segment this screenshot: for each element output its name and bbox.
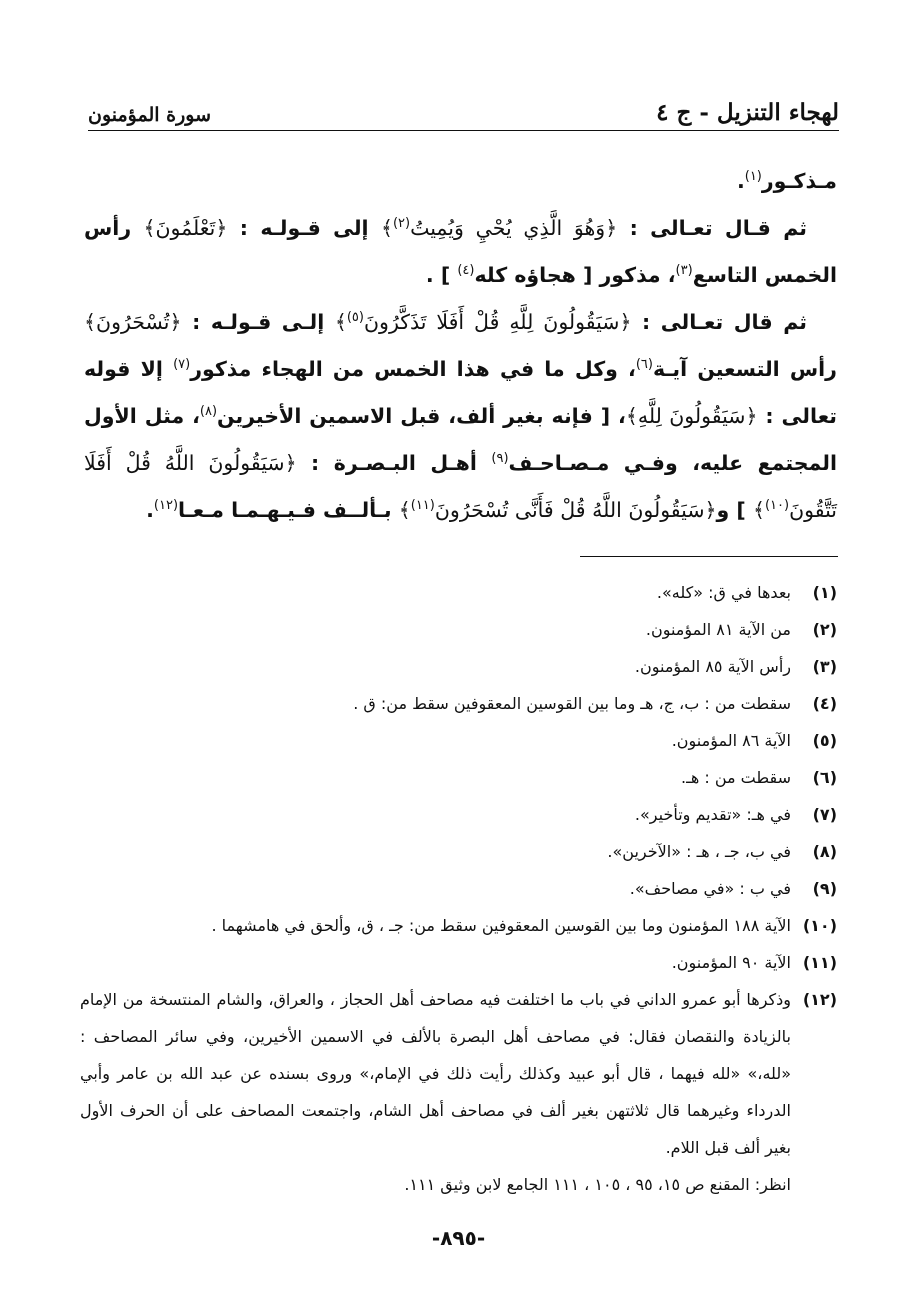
footnote-text: من الآية ٨١ المؤمنون.	[645, 620, 791, 639]
footnote-item	[80, 796, 837, 833]
surah-name: سورة المؤمنون	[88, 104, 212, 126]
page-number: -٨٩٥-	[431, 1226, 486, 1250]
footnote-text: الآية ٩٠ المؤمنون.	[671, 953, 791, 972]
footnote-ref: (٨)	[199, 404, 218, 420]
footnote-text: سقطت من : ب، ج، هـ وما بين القوسين المعقوفين سقط من: ق .	[353, 694, 791, 713]
footnote-number: (٦)	[812, 768, 837, 787]
paragraph-1: مـذكـور$^{(١)}$.	[736, 169, 837, 193]
footnote-item	[80, 981, 837, 1166]
paragraph-2: ثم قـال تعـالى : ﴿وَهُوَ الَّذِي يُحْيِ وَيُمِيتُ$^{(٢)}$﴾ إلى قـولـه : ﴿تَعْلَمُونَ﴾ رأس الخمس التاسع$^{(٣)}$، مذكور [ هجاؤه كله$^{(٤)}$ ] .	[84, 216, 837, 287]
footnote-number: (٩)	[812, 879, 837, 898]
footnote-number: (٤)	[812, 694, 837, 713]
ornate-bracket-open: ﴿	[605, 216, 618, 240]
quran-quote: سَيَقُولُونَ لِلَّهِ قُلْ أَفَلَا تَذَكَّرُونَ	[363, 310, 620, 334]
footnote-text: بعدها في ق: «كله».	[656, 583, 791, 602]
footnote-ref: (٩)	[491, 451, 509, 467]
ornate-bracket-close: ﴾	[398, 498, 411, 522]
footnote-item	[80, 833, 837, 870]
ornate-bracket-open: ﴿	[169, 310, 182, 334]
footnote-number: (١)	[812, 583, 837, 602]
footnote-item	[80, 870, 837, 907]
footnote-ref: (١٢)	[153, 498, 179, 514]
footnote-number	[791, 1166, 837, 1203]
footnote-number: (١٢)	[802, 990, 837, 1009]
footnotes	[80, 574, 837, 1203]
footnote-ref: (١٠)	[764, 498, 790, 514]
quran-quote: تَعْلَمُونَ	[155, 216, 216, 240]
footnote-number: (٥)	[812, 731, 837, 750]
ornate-bracket-open: ﴿	[704, 498, 717, 522]
ornate-bracket-open: ﴿	[215, 216, 228, 240]
main-text	[84, 158, 837, 534]
footnote-number: (٣)	[812, 657, 837, 676]
footnote-ref: (١)	[744, 169, 762, 185]
footnote-number: (٧)	[812, 805, 837, 824]
quran-quote: تُسْحَرُونَ	[96, 310, 170, 334]
footnote-item	[80, 574, 837, 611]
footnote-ref: (١١)	[410, 498, 435, 514]
ornate-bracket-close: ﴾	[143, 216, 156, 240]
footnote-number: (٨)	[812, 842, 837, 861]
footnote-item	[80, 944, 837, 981]
footnote-text: رأس الآية ٨٥ المؤمنون.	[634, 657, 791, 676]
footnote-ref: (٤)	[457, 263, 475, 279]
footnote-ref: (٣)	[675, 263, 693, 279]
footnote-item	[80, 648, 837, 685]
footnote-number: (١١)	[802, 953, 837, 972]
quran-quote: سَيَقُولُونَ اللَّهُ قُلْ أَفَلَا تَتَّقُونَ	[84, 451, 837, 522]
quran-quote: سَيَقُولُونَ لِلَّهِ	[637, 404, 746, 428]
ornate-bracket-close: ﴾	[84, 310, 97, 334]
ornate-bracket-close: ﴾	[752, 498, 765, 522]
footnote-item	[80, 759, 837, 796]
footnote-text: في هـ: «تقديم وتأخير».	[634, 805, 791, 824]
ornate-bracket-close: ﴾	[380, 216, 393, 240]
quran-quote: وَهُوَ الَّذِي يُحْيِ وَيُمِيتُ	[410, 216, 606, 240]
footnote-item	[80, 685, 837, 722]
footnote-number: (٢)	[812, 620, 837, 639]
footnote-item	[80, 611, 837, 648]
footnote-divider	[580, 556, 838, 557]
footnote-text: وذكرها أبو عمرو الداني في باب ما اختلفت فيه مصاحف أهل الحجاز ، والعراق، والشام المنتسخة من الإمام بالزيادة والنقصان فقال: في مصاحف أهل البصرة بالألف في الاسمين الأخيرين، وفي سائر المصاحف : «لله،» «لله فيهما ، قال أبو عبيد وكذلك رأيت ذلك في الإمام،» وروى بسنده عن عبد الله بن عامر وأبي الدرداء وغيرهما قال ثلاثتهن بغير ألف في مصاحف أهل الشام، واجتمعت المصاحف على أن الحرف الأول بغير ألف قبل اللام.	[80, 990, 791, 1157]
footnote-item	[80, 1166, 837, 1203]
footnote-item	[80, 722, 837, 759]
footnote-ref: (٦)	[635, 357, 653, 373]
footnote-text: في ب، جـ ، هـ : «الآخرين».	[607, 842, 791, 861]
footnote-text: انظر: المقنع ص ١٥، ٩٥ ، ١٠٥ ، ١١١ الجامع لابن وثيق ١١١.	[404, 1175, 791, 1194]
footnote-ref: (٥)	[346, 310, 364, 326]
footnote-text: سقطت من : هـ.	[681, 768, 791, 787]
ornate-bracket-close: ﴾	[625, 404, 638, 428]
paragraph-3: ثم قال تعـالى : ﴿سَيَقُولُونَ لِلَّهِ قُلْ أَفَلَا تَذَكَّرُونَ$^{(٥)}$﴾ إلـى قـولـه : ﴿تُسْحَرُونَ﴾ رأس التسعين آيـة$^{(٦)}$، وكل ما في هذا الخمس من الهجاء مذكور$^{(٧)}$ إلا قوله تعالى : ﴿سَيَقُولُونَ لِلَّهِ﴾، [ فإنه بغير ألف، قبل الاسمين الأخيرين$^{(٨)}$، مثل الأول المجتمع عليه، وفـي مـصـاحـف$^{(٩)}$ أهـل البـصـرة : ﴿سَيَقُولُونَ اللَّهُ قُلْ أَفَلَا تَتَّقُونَ$^{(١٠)}$﴾ ] و﴿سَيَقُولُونَ اللَّهُ قُلْ فَأَنَّى تُسْحَرُونَ$^{(١١)}$﴾ بـألــف فـيـهـمـا مـعـا$^{(١٢)}$.	[84, 310, 837, 522]
ornate-bracket-open: ﴿	[619, 310, 632, 334]
footnote-text: الآية ٨٦ المؤمنون.	[671, 731, 791, 750]
quran-quote: سَيَقُولُونَ اللَّهُ قُلْ فَأَنَّى تُسْحَرُونَ	[434, 498, 705, 522]
footnote-text: في ب : «في مصاحف».	[629, 879, 791, 898]
ornate-bracket-open: ﴿	[284, 451, 297, 475]
footnote-item	[80, 907, 837, 944]
ornate-bracket-open: ﴿	[745, 404, 758, 428]
ornate-bracket-close: ﴾	[334, 310, 347, 334]
footnote-text: الآية ١٨٨ المؤمنون وما بين القوسين المعقوفين سقط من: جـ ، ق، وألحق في هامشهما .	[211, 916, 791, 935]
footnote-ref: (٧)	[173, 357, 191, 373]
book-title: لهجاء التنزيل - ج ٤	[656, 99, 839, 126]
running-header	[88, 86, 839, 131]
footnote-number: (١٠)	[802, 916, 837, 935]
footnote-ref: (٢)	[392, 216, 411, 232]
